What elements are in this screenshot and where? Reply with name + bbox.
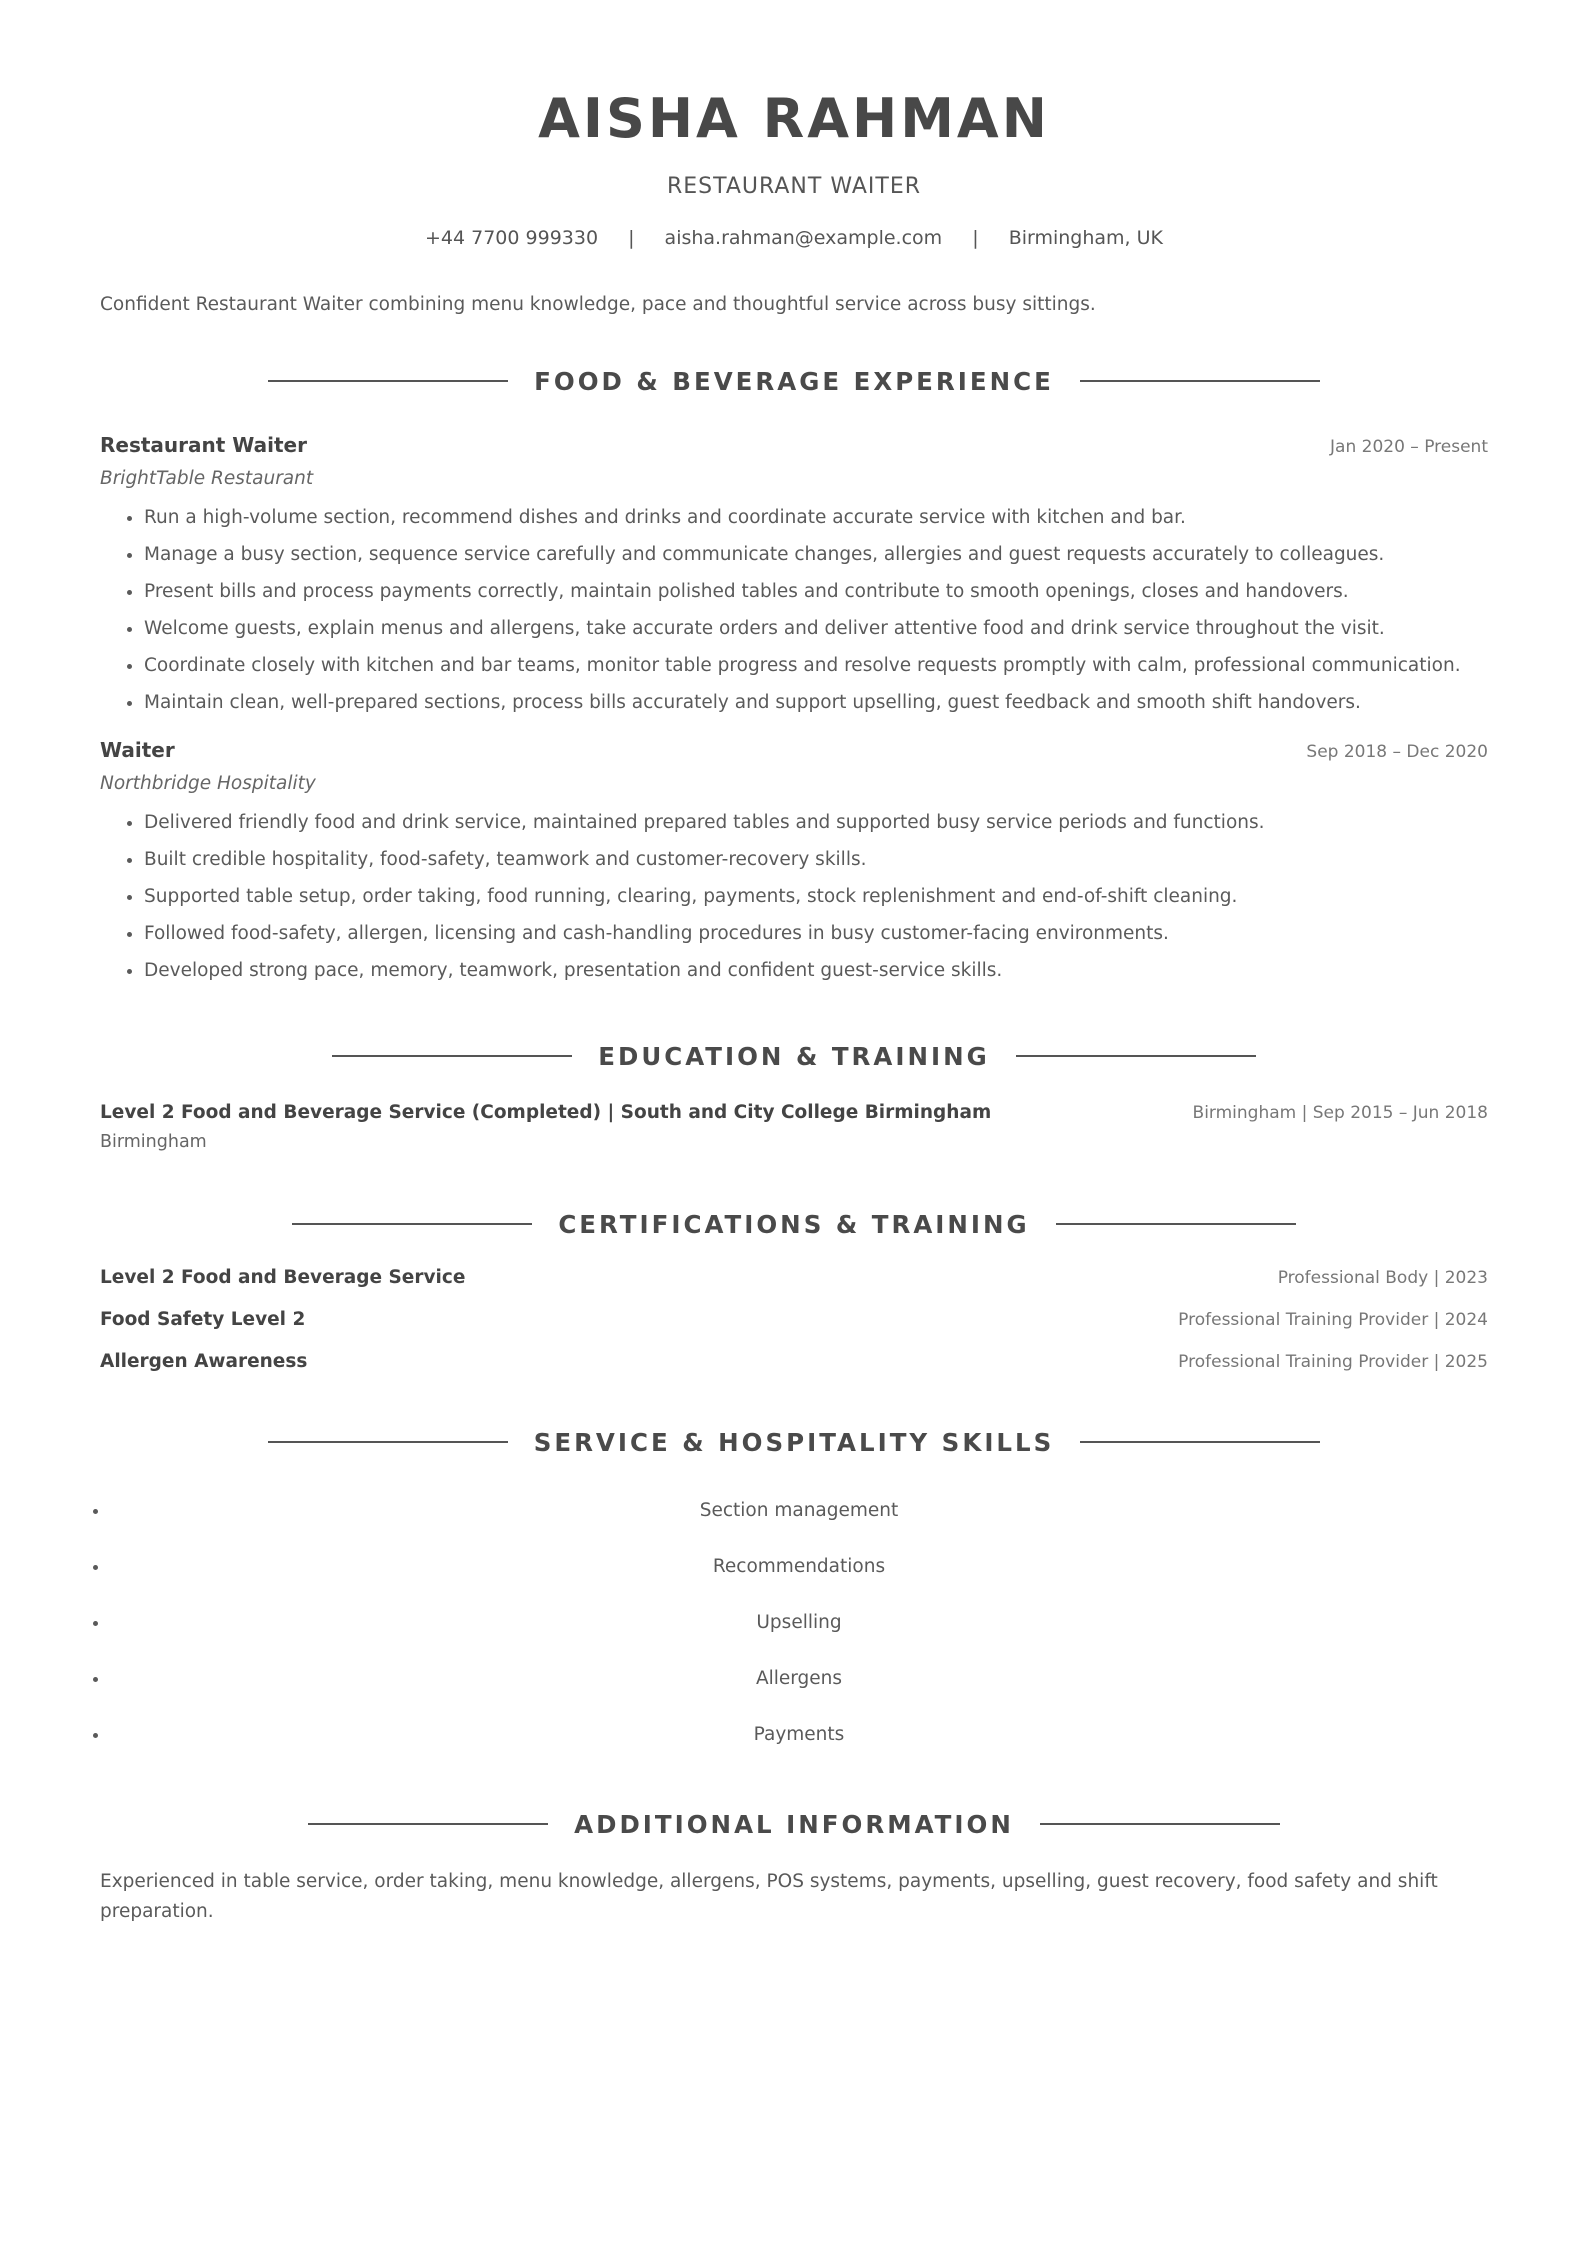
job-entry <box>100 430 1488 721</box>
skills-list <box>100 1483 1488 1763</box>
job-dates: Jan 2020 – Present <box>1330 437 1488 457</box>
certification-name: Allergen Awareness <box>100 1351 308 1372</box>
heading-rule-left <box>332 1055 572 1057</box>
certification-meta: Professional Body | 2023 <box>1277 1268 1488 1288</box>
contact-location: Birmingham, UK <box>1008 227 1164 249</box>
certifications-list <box>100 1267 1488 1393</box>
section-title: FOOD & BEVERAGE EXPERIENCE <box>534 366 1054 396</box>
contact-email: aisha.rahman@example.com <box>664 227 943 249</box>
heading-rule-right <box>1080 380 1320 382</box>
section-title: ADDITIONAL INFORMATION <box>574 1809 1014 1839</box>
heading-rule-right <box>1040 1823 1280 1825</box>
section-heading-skills <box>100 1423 1488 1461</box>
job-company: BrightTable Restaurant <box>100 468 314 489</box>
additional-information: Experienced in table service, order taking, menu knowledge, allergens, POS systems, payments, upselling, guest recovery, food safety and shift preparation. <box>100 1871 1438 1922</box>
list-item: • Maintain clean, well-prepared sections, process bills accurately and support upselling, guest feedback and smooth shift handovers. <box>144 684 1488 721</box>
job-bullets <box>100 499 1488 721</box>
list-item: • Supported table setup, order taking, food running, clearing, payments, stock replenishment and end-of-shift cleaning. <box>144 878 1488 915</box>
heading-rule-left <box>292 1223 532 1225</box>
skill-item: • Section management <box>110 1483 1488 1539</box>
section-heading-certifications <box>100 1205 1488 1243</box>
certification-item <box>100 1309 1488 1351</box>
heading-rule-left <box>308 1823 548 1825</box>
contact-line <box>100 224 1488 252</box>
job-company: Northbridge Hospitality <box>100 773 316 794</box>
education-location: Birmingham <box>100 1132 207 1152</box>
education-meta: Birmingham | Sep 2015 – Jun 2018 <box>1192 1103 1488 1123</box>
education-entry <box>100 1099 1488 1155</box>
heading-rule-right <box>1016 1055 1256 1057</box>
contact-separator: | <box>628 227 635 249</box>
section-title: EDUCATION & TRAINING <box>598 1041 990 1071</box>
list-item: • Coordinate closely with kitchen and bar teams, monitor table progress and resolve requests promptly with calm, professional communication. <box>144 647 1488 684</box>
job-title: Restaurant Waiter <box>100 433 307 457</box>
list-item: • Welcome guests, explain menus and allergens, take accurate orders and deliver attentive food and drink service throughout the visit. <box>144 610 1488 647</box>
candidate-name: AISHA RAHMAN <box>538 87 1050 150</box>
list-item: • Developed strong pace, memory, teamwork, presentation and confident guest-service skills. <box>144 952 1488 989</box>
skill-item: • Payments <box>110 1707 1488 1763</box>
section-title: SERVICE & HOSPITALITY SKILLS <box>533 1427 1055 1457</box>
certification-name: Level 2 Food and Beverage Service <box>100 1267 466 1288</box>
heading-rule-right <box>1080 1441 1320 1443</box>
skill-item: • Upselling <box>110 1595 1488 1651</box>
profile-summary: Confident Restaurant Waiter combining menu knowledge, pace and thoughtful service across busy sittings. <box>100 294 1096 315</box>
job-title: Waiter <box>100 738 175 762</box>
certification-item <box>100 1351 1488 1393</box>
section-heading-education <box>100 1037 1488 1075</box>
list-item: • Built credible hospitality, food-safety, teamwork and customer-recovery skills. <box>144 841 1488 878</box>
skill-item: • Recommendations <box>110 1539 1488 1595</box>
list-item: • Present bills and process payments correctly, maintain polished tables and contribute to smooth openings, closes and handovers. <box>144 573 1488 610</box>
certification-name: Food Safety Level 2 <box>100 1309 306 1330</box>
education-header <box>100 1099 1488 1127</box>
job-header <box>100 735 1488 766</box>
heading-rule-right <box>1056 1223 1296 1225</box>
contact-separator: | <box>972 227 979 249</box>
heading-rule-left <box>268 1441 508 1443</box>
candidate-role: RESTAURANT WAITER <box>666 174 922 199</box>
list-item: • Followed food-safety, allergen, licensing and cash-handling procedures in busy customer-facing environments. <box>144 915 1488 952</box>
section-title: CERTIFICATIONS & TRAINING <box>558 1209 1030 1239</box>
education-title: Level 2 Food and Beverage Service (Completed) | South and City College Birmingham <box>100 1102 992 1123</box>
certification-meta: Professional Training Provider | 2024 <box>1178 1310 1488 1330</box>
job-dates: Sep 2018 – Dec 2020 <box>1306 742 1488 762</box>
job-header <box>100 430 1488 461</box>
list-item: • Delivered friendly food and drink service, maintained prepared tables and supported busy service periods and functions. <box>144 804 1488 841</box>
contact-phone: +44 7700 999330 <box>424 227 599 249</box>
list-item: • Run a high-volume section, recommend dishes and drinks and coordinate accurate service with kitchen and bar. <box>144 499 1488 536</box>
certification-meta: Professional Training Provider | 2025 <box>1178 1352 1488 1372</box>
list-item: • Manage a busy section, sequence service carefully and communicate changes, allergies and guest requests accurately to colleagues. <box>144 536 1488 573</box>
job-entry <box>100 735 1488 989</box>
job-bullets <box>100 804 1488 989</box>
skill-item: • Allergens <box>110 1651 1488 1707</box>
section-heading-experience <box>100 362 1488 400</box>
certification-item <box>100 1267 1488 1309</box>
section-heading-additional <box>100 1805 1488 1843</box>
heading-rule-left <box>268 380 508 382</box>
